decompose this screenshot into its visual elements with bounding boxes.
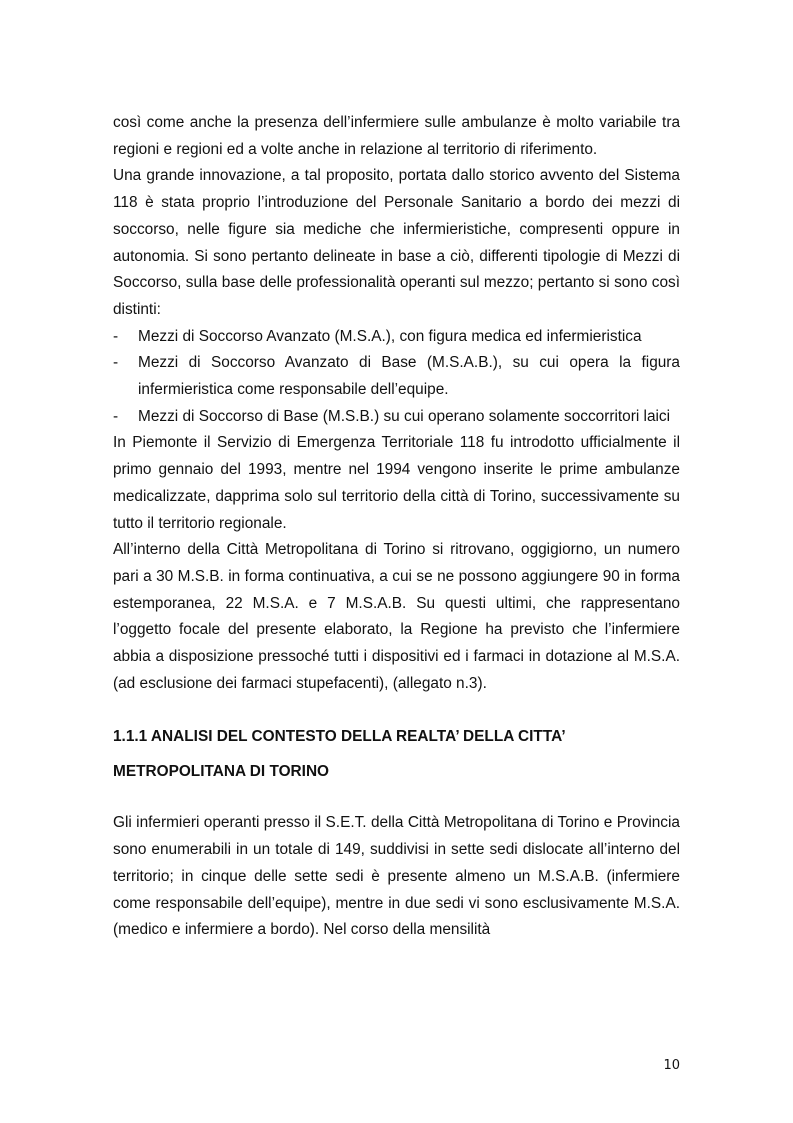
page-body — [113, 110, 680, 944]
intro-paragraph: così come anche la presenza dell’infermiere sulle ambulanze è molto variabile tra regioni e regioni ed a volte anche in relazione al territorio di riferimento. — [113, 114, 680, 158]
dash-bullet: - — [113, 354, 119, 372]
list-item — [113, 350, 680, 403]
list-item — [113, 324, 680, 351]
dash-bullet: - — [113, 407, 119, 425]
list-item-text: Mezzi di Soccorso Avanzato (M.S.A.), con figura medica ed infermieristica — [138, 327, 642, 345]
nurses-paragraph: Gli infermieri operanti presso il S.E.T. della Città Metropolitana di Torino e Provincia sono enumerabili in un totale di 149, suddivisi in sette sedi dislocate all’interno del territorio; in cinque delle sette sedi è presente almeno un M.S.A.B. (infermiere come responsabile dell’equipe), mentre in due sedi vi sono esclusivamente M.S.A. (medico e infermiere a bordo). Nel corso della mensilità — [113, 814, 680, 939]
section-heading-line2: METROPOLITANA DI TORINO — [113, 763, 330, 781]
section-heading — [113, 719, 680, 789]
vehicle-types-list — [113, 324, 680, 431]
innovation-paragraph: Una grande innovazione, a tal proposito, portata dallo storico avvento del Sistema 118 è stata proprio l’introduzione del Personale Sanitario a bordo dei mezzi di soccorso, nelle figure sia mediche che infermieristiche, compresenti oppure in autonomia. Si sono pertanto delineate in base a ciò, differenti tipologie di Mezzi di Soccorso, sulla base delle professionalità operanti sul mezzo; pertanto si sono così distinti: — [113, 167, 680, 318]
list-item-text: Mezzi di Soccorso di Base (M.S.B.) su cui operano solamente soccorritori laici — [138, 407, 671, 425]
list-item — [113, 404, 680, 431]
section-heading-line1: 1.1.1 ANALISI DEL CONTESTO DELLA REALTA’ DELLA CITTA’ — [113, 728, 566, 746]
list-item-text: Mezzi di Soccorso Avanzato di Base (M.S.A.B.), su cui opera la figura infermieristica come responsabile dell’equipe. — [138, 354, 680, 399]
dash-bullet: - — [113, 327, 119, 345]
piemonte-paragraph: In Piemonte il Servizio di Emergenza Territoriale 118 fu introdotto ufficialmente il primo gennaio del 1993, mentre nel 1994 vengono inserite le prime ambulanze medicalizzate, dapprima solo sul territorio della città di Torino, successivamente su tutto il territorio regionale. — [113, 434, 680, 532]
page-number: 10 — [663, 1058, 680, 1073]
torino-paragraph: All’interno della Città Metropolitana di Torino si ritrovano, oggigiorno, un numero pari a 30 M.S.B. in forma continuativa, a cui se ne possono aggiungere 90 in forma estemporanea, 22 M.S.A. e 7 M.S.A.B. Su questi ultimi, che rappresentano l’oggetto focale del presente elaborato, la Regione ha previsto che l’infermiere abbia a disposizione pressoché tutti i dispositivi ed i farmaci in dotazione al M.S.A. (ad esclusione dei farmaci stupefacenti), (allegato n.3). — [113, 541, 680, 692]
